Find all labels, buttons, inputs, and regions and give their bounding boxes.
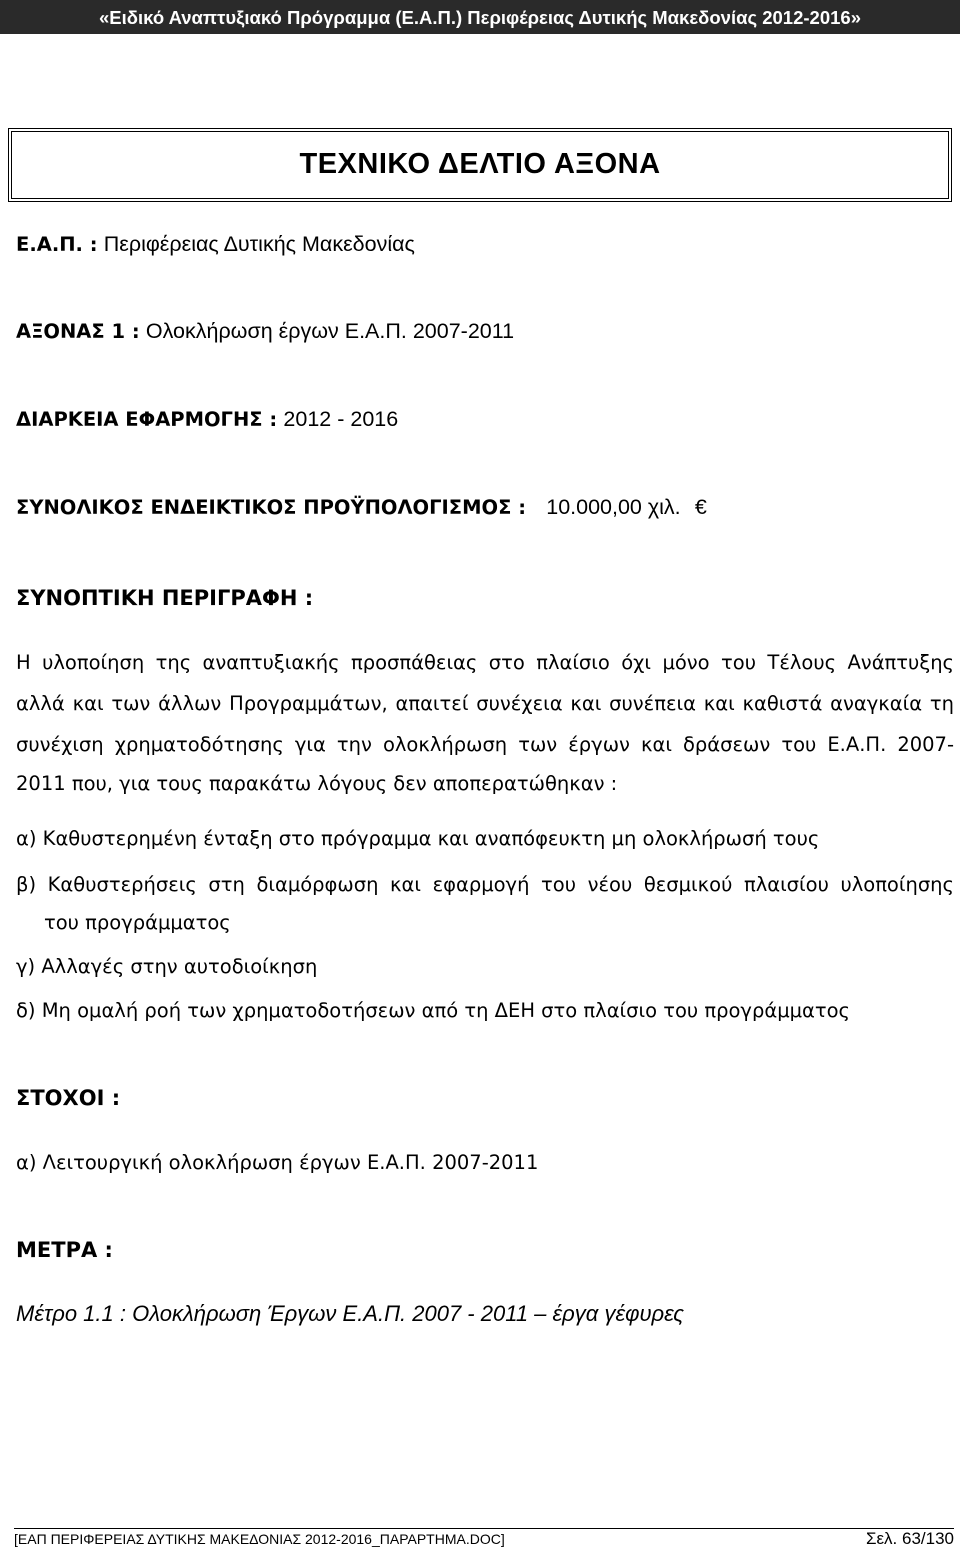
goals-heading: ΣΤΟΧΟΙ : (16, 1086, 121, 1110)
summary-heading: ΣΥΝΟΠΤΙΚΗ ΠΕΡΙΓΡΑΦΗ : (16, 586, 314, 610)
measures-heading: ΜΕΤΡΑ : (16, 1238, 113, 1262)
summary-line: συνέχιση χρηματοδότησης για την ολοκλήρωση των έργων και δράσεων του Ε.Α.Π. 2007- (16, 733, 954, 756)
budget-row (16, 495, 707, 520)
reason-c: γ) Αλλαγές στην αυτοδιοίκηση (16, 955, 318, 978)
goal-a: α) Λειτουργική ολοκλήρωση έργων Ε.Α.Π. 2007-2011 (16, 1151, 539, 1174)
eap-label: Ε.Α.Π. : (16, 233, 98, 256)
page-header-title: «Ειδικό Αναπτυξιακό Πρόγραμμα (Ε.Α.Π.) Περιφέρειας Δυτικής Μακεδονίας 2012-2016» (99, 7, 861, 28)
budget-label: ΣΥΝΟΛΙΚΟΣ ΕΝΔΕΙΚΤΙΚΟΣ ΠΡΟΫΠΟΛΟΓΙΣΜΟΣ : (16, 496, 527, 519)
summary-line: 2011 που, για τους παρακάτω λόγους δεν αποπερατώθηκαν : (16, 772, 618, 795)
axis-value: Ολοκλήρωση έργων Ε.Α.Π. 2007-2011 (145, 319, 515, 343)
reason-b: β) Καθυστερήσεις στη διαμόρφωση και εφαρμογή του νέου θεσμικού πλαισίου υλοποίησης (16, 873, 954, 896)
measure-1: Μέτρο 1.1 : Ολοκλήρωση Έργων Ε.Α.Π. 2007 - 2011 – έργα γέφυρες (16, 1301, 684, 1326)
duration-label: ΔΙΑΡΚΕΙΑ ΕΦΑΡΜΟΓΗΣ : (16, 408, 278, 431)
currency-symbol: € (694, 495, 707, 519)
summary-line: αλλά και των άλλων Προγραμμάτων, απαιτεί συνέχεια και συνέπεια και καθιστά αναγκαία τη (16, 692, 954, 715)
axis-row (16, 319, 514, 344)
reason-d: δ) Μη ομαλή ροή των χρηματοδοτήσεων από τη ΔΕΗ στο πλαίσιο του προγράμματος (16, 999, 850, 1022)
budget-value: 10.000,00 χιλ. (546, 495, 681, 519)
footer-filename: [ΕΑΠ ΠΕΡΙΦΕΡΕΙΑΣ ΔΥΤΙΚΗΣ ΜΑΚΕΔΟΝΙΑΣ 2012-2016_ΠΑΡΑΡΤΗΜΑ.DOC] (14, 1531, 505, 1547)
axis-label: ΑΞΟΝΑΣ 1 : (16, 320, 140, 343)
reason-b-continued: του προγράμματος (44, 911, 231, 934)
eap-value: Περιφέρειας Δυτικής Μακεδονίας (103, 232, 415, 256)
document-title: ΤΕΧΝΙΚΟ ΔΕΛΤΙΟ ΑΞΟΝΑ (299, 148, 661, 180)
reason-a: α) Καθυστερημένη ένταξη στο πρόγραμμα και αναπόφευκτη μη ολοκλήρωσή τους (16, 827, 820, 850)
footer-page-number: Σελ. 63/130 (865, 1529, 954, 1548)
summary-line: Η υλοποίηση της αναπτυξιακής προσπάθειας στο πλαίσιο όχι μόνο του Τέλους Ανάπτυξης (16, 651, 954, 674)
duration-value: 2012 - 2016 (283, 407, 399, 431)
eap-row (16, 232, 415, 257)
duration-row (16, 407, 398, 432)
footer-divider (14, 1528, 954, 1529)
